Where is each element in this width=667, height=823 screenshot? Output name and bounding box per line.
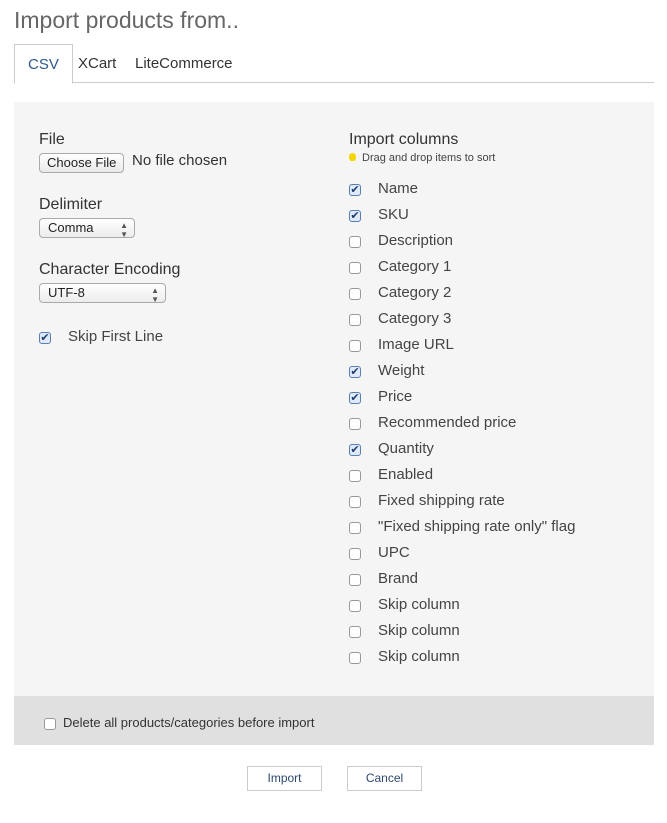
column-label: UPC — [378, 544, 410, 561]
column-label: Weight — [378, 362, 425, 379]
column-checkbox[interactable] — [349, 522, 361, 534]
footer-bar — [14, 696, 654, 745]
column-checkbox[interactable] — [349, 288, 361, 300]
column-label: Name — [378, 180, 419, 197]
column-label: Quantity — [378, 440, 434, 457]
column-label: Fixed shipping rate — [378, 492, 505, 509]
delimiter-select[interactable] — [39, 218, 135, 238]
column-checkbox[interactable] — [349, 314, 361, 326]
column-label: Skip column — [378, 622, 460, 639]
choose-file-button[interactable]: Choose File — [39, 153, 124, 173]
column-checkbox[interactable] — [349, 548, 361, 560]
column-checkbox[interactable] — [349, 652, 361, 664]
column-checkbox[interactable] — [349, 574, 361, 586]
import-columns-heading: Import columns — [349, 131, 459, 148]
file-label: File — [39, 131, 65, 148]
column-label: SKU — [378, 206, 409, 223]
tab-csv[interactable]: CSV — [14, 44, 73, 84]
column-label: Image URL — [378, 336, 454, 353]
tab-bar — [14, 44, 654, 83]
column-label: "Fixed shipping rate only" flag — [378, 518, 576, 535]
column-checkbox[interactable] — [349, 418, 361, 430]
skip-first-line-checkbox[interactable]: ✔ — [40, 332, 50, 344]
delimiter-value: Comma — [48, 220, 94, 235]
column-label: Skip column — [378, 648, 460, 665]
delimiter-label: Delimiter — [39, 196, 103, 213]
skip-first-line-label: Skip First Line — [68, 328, 164, 345]
updown-arrow-icon: ▲ ▼ — [120, 221, 128, 239]
column-checkbox[interactable]: ✔ — [350, 392, 360, 404]
tab-xcart[interactable]: XCart — [78, 55, 117, 72]
no-file-text: No file chosen — [132, 152, 228, 169]
import-panel — [14, 102, 654, 696]
cancel-button[interactable]: Cancel — [347, 766, 422, 791]
hint-text: Drag and drop items to sort — [362, 152, 496, 164]
column-label: Description — [378, 232, 454, 249]
tab-litecommerce[interactable]: LiteCommerce — [135, 55, 233, 72]
page-title: Import products from.. — [14, 7, 239, 33]
column-checkbox[interactable] — [349, 470, 361, 482]
column-checkbox[interactable] — [349, 262, 361, 274]
column-checkbox[interactable]: ✔ — [350, 210, 360, 222]
column-checkbox[interactable] — [349, 340, 361, 352]
column-label: Brand — [378, 570, 419, 587]
column-checkbox[interactable] — [349, 496, 361, 508]
column-label: Skip column — [378, 596, 460, 613]
encoding-value: UTF-8 — [48, 285, 85, 300]
column-checkbox[interactable]: ✔ — [350, 366, 360, 378]
column-checkbox[interactable] — [349, 236, 361, 248]
column-label: Enabled — [378, 466, 434, 483]
encoding-label: Character Encoding — [39, 261, 181, 278]
column-checkbox[interactable]: ✔ — [350, 444, 360, 456]
import-button[interactable]: Import — [247, 766, 322, 791]
delete-all-checkbox[interactable] — [44, 718, 56, 730]
column-label: Recommended price — [378, 414, 517, 431]
encoding-select[interactable] — [39, 283, 166, 303]
hint — [349, 152, 495, 164]
column-label: Category 2 — [378, 284, 452, 301]
column-checkbox[interactable] — [349, 626, 361, 638]
column-checkbox[interactable]: ✔ — [350, 184, 360, 196]
column-checkbox[interactable] — [349, 600, 361, 612]
lightbulb-icon — [349, 153, 356, 161]
updown-arrow-icon: ▲ ▼ — [151, 286, 159, 304]
column-label: Price — [378, 388, 413, 405]
column-label: Category 1 — [378, 258, 452, 275]
column-label: Category 3 — [378, 310, 452, 327]
delete-all-label: Delete all products/categories before import — [63, 715, 315, 730]
